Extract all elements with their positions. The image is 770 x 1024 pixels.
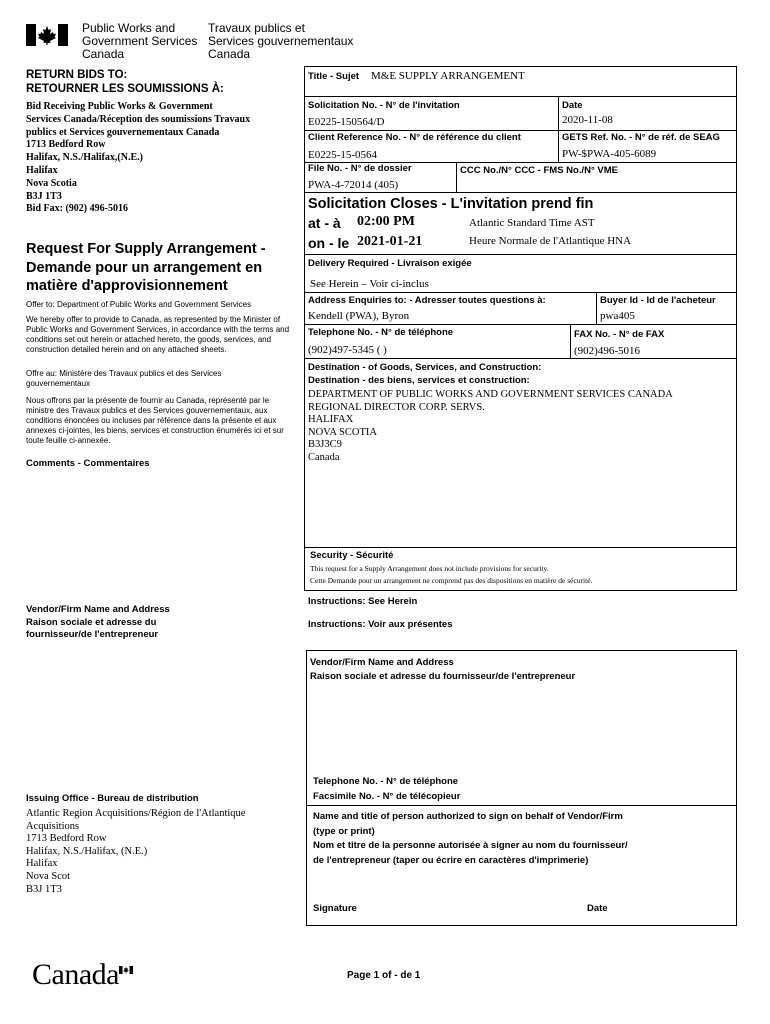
destination-label-en: Destination - of Goods, Services, and Construction: (308, 362, 542, 373)
return-bids-title-en: RETURN BIDS TO: (26, 69, 128, 81)
return-bids-title-fr: RETOURNER LES SOUMISSIONS À: (26, 83, 224, 95)
department-name-en (82, 22, 197, 61)
divider (570, 324, 571, 358)
dept-en-line: Government Services (82, 34, 198, 48)
date-label: Date (562, 100, 583, 111)
on-label: on - le (308, 235, 350, 251)
vendor-left-label-line: Vendor/Firm Name and Address (26, 604, 170, 615)
solicitation-value: E0225-150564/D (308, 116, 385, 128)
destination-line: HALIFAX (308, 414, 354, 426)
destination-line: Canada (308, 451, 340, 463)
vendor-box-label-fr: Raison sociale et adresse du fournisseur/de l'entrepreneur (310, 671, 576, 682)
comments-label: Comments - Commentaires (26, 458, 150, 469)
divider (456, 162, 457, 192)
enquiries-label: Address Enquiries to: - Adresser toutes questions à: (308, 295, 546, 306)
buyer-label: Buyer Id - Id de l'acheteur (600, 295, 716, 306)
title-label: Title - Sujet (308, 71, 360, 82)
request-heading (26, 240, 266, 296)
divider (558, 130, 559, 162)
issuing-address-line: Acquisitions (26, 820, 80, 832)
file-value: PWA-4-72014 (405) (308, 179, 399, 191)
vendor-facsimile-label: Facsimile No. - N° de télécopieur (313, 791, 461, 802)
security-label: Security - Sécurité (310, 550, 394, 561)
phone-value: (902)497-5345 ( ) (308, 344, 387, 356)
address-line: Services Canada/Réception des soumissions Travaux (26, 113, 251, 125)
issuing-address-line: Atlantic Region Acquisitions/Région de l'Atlantique (26, 808, 246, 819)
issuing-address-line: Halifax, N.S./Halifax, (N.E.) (26, 845, 148, 857)
vendor-signature-box (306, 650, 737, 926)
divider (304, 96, 737, 97)
destination-line: NOVA SCOTIA (308, 426, 377, 438)
dept-en-line: Canada (82, 47, 125, 61)
instructions-fr: Instructions: Voir aux présentes (308, 619, 453, 630)
destination-line: B3J3C9 (308, 439, 342, 451)
delivery-label: Delivery Required - Livraison exigée (308, 258, 472, 269)
divider (304, 324, 737, 325)
dept-fr-line: Services gouvernementaux (208, 34, 354, 48)
signature-date-label: Date (587, 903, 608, 914)
title-value: M&E SUPPLY ARRANGEMENT (371, 70, 525, 82)
file-label: File No. - N° de dossier (308, 163, 412, 174)
divider (304, 292, 737, 293)
dept-en-line: Public Works and (82, 21, 176, 35)
wordmark-flag-icon (119, 961, 133, 969)
return-bids-title (26, 68, 224, 96)
closes-label: Solicitation Closes - L'invitation prend fin (308, 196, 594, 212)
destination-line: DEPARTMENT OF PUBLIC WORKS AND GOVERNMENT SERVICES CANADA (308, 389, 673, 400)
authorized-name-line: Nom et titre de la personne autorisée à signer au nom du fournisseur/ (313, 840, 628, 851)
divider (304, 192, 737, 193)
offer-to-fr: Offre au: Ministère des Travaux publics et des Services gouvernementaux (26, 369, 222, 388)
security-text-en: This request for a Supply Arrangement does not include provisions for security. (310, 564, 549, 573)
issuing-address-line: 1713 Bedford Row (26, 833, 107, 845)
issuing-office-address (26, 808, 245, 896)
issuing-address-line: B3J 1T3 (26, 883, 62, 895)
divider (596, 292, 597, 324)
date-value: 2020-11-08 (562, 114, 613, 126)
buyer-value: pwa405 (600, 310, 635, 322)
divider (304, 547, 737, 548)
offer-to-en: Offer to: Department of Public Works and Government Services (26, 300, 252, 309)
issuing-address-line: Nova Scot (26, 870, 71, 882)
client-ref-label: Client Reference No. - N° de référence du client (308, 132, 521, 143)
timezone-fr: Heure Normale de l'Atlantique HNA (469, 235, 632, 247)
client-ref-value: E0225-15-0564 (308, 149, 378, 161)
destination-line: REGIONAL DIRECTOR CORP. SERVS. (308, 401, 485, 413)
phone-label: Telephone No. - N° de téléphone (308, 327, 454, 338)
instructions-en: Instructions: See Herein (308, 596, 418, 607)
solicitation-label: Solicitation No. - N° de l'invitation (308, 100, 460, 111)
vendor-left-label (26, 604, 170, 642)
address-line: Halifax (26, 164, 58, 176)
destination-label-fr: Destination - des biens, services et construction: (308, 375, 530, 386)
authorized-name-line: de l'entrepreneur (taper ou écrire en caractères d'imprimerie) (313, 854, 589, 866)
address-line: Bid Receiving Public Works & Government (26, 101, 213, 112)
offer-text-fr: Nous offrons par la présente de fournir au Canada, représenté par le ministre des Travaux publics et des Services gouvernementaux, aux conditions énoncées ou incluses par référence dans la présente et aux annexes ci-jointes, les biens, services et construction énumérés ici et sur toute feuille ci-annexée. (26, 396, 284, 445)
divider (304, 358, 737, 359)
vendor-box-label-en: Vendor/Firm Name and Address (310, 657, 454, 668)
address-line: Halifax, N.S./Halifax,(N.E.) (26, 152, 143, 164)
authorized-name-label (313, 810, 628, 868)
issuing-office-label: Issuing Office - Bureau de distribution (26, 793, 199, 804)
closing-date-value: 2021-01-21 (357, 234, 423, 249)
issuing-address-line: Halifax (26, 858, 58, 870)
security-text-fr: Cette Demande pour un arrangement ne comprend pas des dispositions en matière de sécurité. (310, 576, 593, 585)
address-line: Bid Fax: (902) 496-5016 (26, 203, 128, 215)
request-heading-line: Request For Supply Arrangement - (26, 241, 266, 257)
fax-label: FAX No. - N° de FAX (574, 329, 665, 340)
address-line: 1713 Bedford Row (26, 139, 106, 151)
divider (306, 805, 737, 806)
divider (558, 96, 559, 130)
closing-time-value: 02:00 PM (357, 214, 415, 229)
gets-label: GETS Ref. No. - N° de réf. de SEAG (562, 132, 720, 143)
department-name-fr (208, 22, 353, 61)
offer-text-en: We hereby offer to provide to Canada, as represented by the Minister of Public Works and Government Services, in accordance with the terms and conditions set out herein or attached hereto, the goods, services, and construction detailed herein and on any attached sheets. (26, 315, 290, 354)
return-bids-address (26, 101, 250, 216)
timezone-en: Atlantic Standard Time AST (469, 217, 595, 229)
vendor-telephone-label: Telephone No. - N° de téléphone (313, 776, 459, 787)
gets-value: PW-$PWA-405-6089 (562, 148, 657, 160)
address-line: Nova Scotia (26, 177, 77, 189)
address-line: publics et Services gouvernementaux Canada (26, 126, 220, 138)
dept-fr-line: Canada (208, 47, 251, 61)
fax-value: (902)496-5016 (574, 345, 640, 357)
vendor-left-label-line: fournisseur/de l'entrepreneur (26, 629, 159, 640)
page-number: Page 1 of - de 1 (347, 970, 421, 981)
destination-address (308, 389, 673, 465)
authorized-name-line: Name and title of person authorized to sign on behalf of Vendor/Firm (313, 811, 623, 822)
at-label: at - à (308, 215, 341, 231)
address-line: B3J 1T3 (26, 190, 62, 202)
canada-wordmark-text: Canada (32, 958, 119, 991)
request-heading-line: matière d'approvisionnement (26, 278, 228, 294)
canada-flag-icon (26, 24, 68, 46)
request-heading-line: Demande pour un arrangement en (26, 259, 263, 276)
enquiries-value: Kendell (PWA), Byron (308, 310, 410, 322)
divider (304, 130, 737, 131)
dept-fr-line: Travaux publics et (208, 21, 305, 35)
authorized-name-line: (type or print) (313, 825, 375, 837)
delivery-value: See Herein – Voir ci-inclus (310, 278, 429, 290)
signature-label: Signature (313, 903, 357, 914)
divider (304, 254, 737, 255)
ccc-label: CCC No./N° CCC - FMS No./N° VME (460, 165, 619, 176)
vendor-left-label-line: Raison sociale et adresse du (26, 616, 157, 628)
canada-wordmark (32, 958, 119, 992)
